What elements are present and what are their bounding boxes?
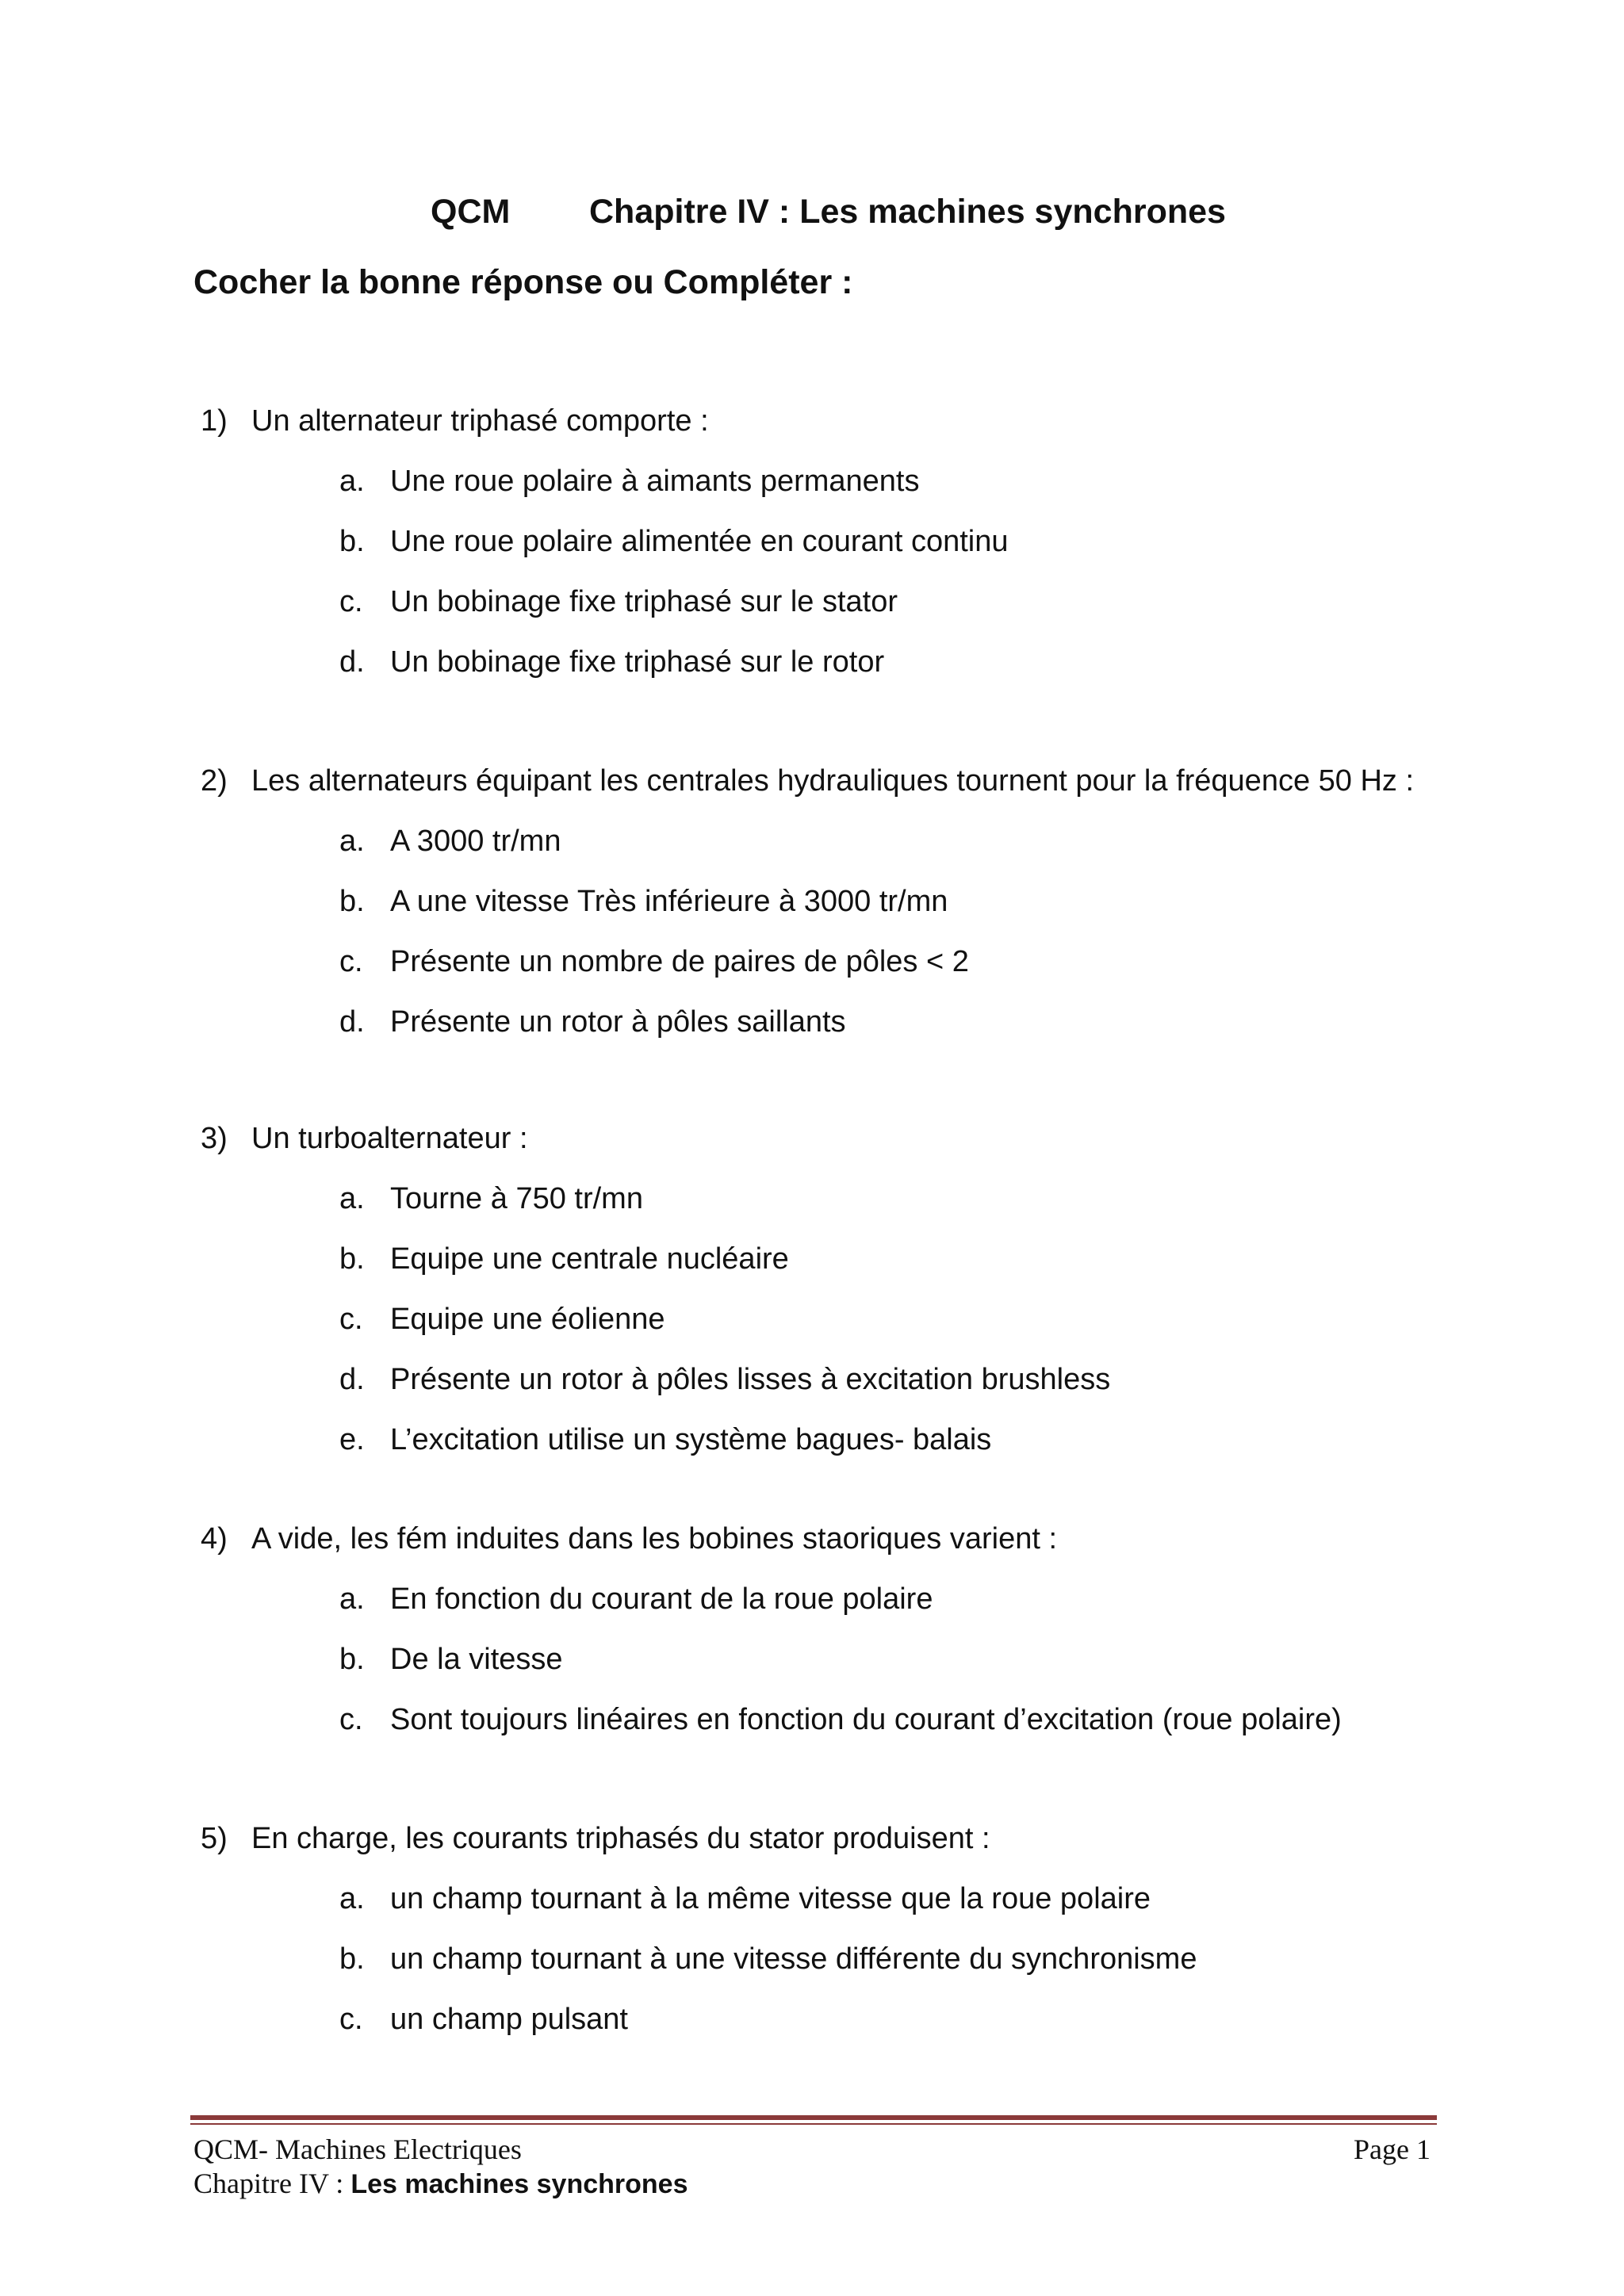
question-number: 2) xyxy=(201,764,228,798)
option-1b[interactable] xyxy=(0,525,1624,564)
option-text: Tourne à 750 tr/mn xyxy=(390,1182,643,1215)
title-chapter: Chapitre IV : Les machines synchrones xyxy=(589,193,1226,231)
option-2a[interactable] xyxy=(0,825,1624,864)
page-title xyxy=(0,193,1624,240)
option-letter: a. xyxy=(339,1882,365,1915)
option-5a[interactable] xyxy=(0,1882,1624,1922)
option-text: Equipe une centrale nucléaire xyxy=(390,1242,789,1276)
option-2b[interactable] xyxy=(0,885,1624,924)
option-1a[interactable] xyxy=(0,465,1624,504)
option-letter: b. xyxy=(339,1643,365,1676)
option-text: un champ tournant à la même vitesse que la roue polaire xyxy=(390,1882,1151,1915)
footer-rule-thin xyxy=(190,2123,1437,2125)
question-number: 3) xyxy=(201,1122,228,1155)
option-text: Présente un rotor à pôles saillants xyxy=(390,1005,846,1039)
option-2d[interactable] xyxy=(0,1005,1624,1045)
option-3c[interactable] xyxy=(0,1303,1624,1342)
option-text: Sont toujours linéaires en fonction du courant d’excitation (roue polaire) xyxy=(390,1703,1342,1736)
footer-chapter-name: Les machines synchrones xyxy=(350,2169,688,2199)
question-text: Un alternateur triphasé comporte : xyxy=(251,404,709,438)
footer-page-number: Page 1 xyxy=(1354,2133,1431,2165)
option-2c[interactable] xyxy=(0,945,1624,985)
option-5c[interactable] xyxy=(0,2003,1624,2042)
option-letter: b. xyxy=(339,1242,365,1276)
option-letter: e. xyxy=(339,1423,365,1456)
option-text: Equipe une éolienne xyxy=(390,1303,665,1336)
option-5b[interactable] xyxy=(0,1942,1624,1982)
option-letter: a. xyxy=(339,1582,365,1616)
option-letter: c. xyxy=(339,945,363,978)
option-text: A une vitesse Très inférieure à 3000 tr/mn xyxy=(390,885,948,918)
option-text: Une roue polaire alimentée en courant continu xyxy=(390,525,1009,558)
question-text: En charge, les courants triphasés du stator produisent : xyxy=(251,1822,990,1855)
option-4a[interactable] xyxy=(0,1582,1624,1622)
footer-course: QCM- Machines Electriques xyxy=(193,2133,522,2165)
footer-chapter-prefix: Chapitre IV : xyxy=(193,2168,351,2199)
option-letter: d. xyxy=(339,1005,365,1039)
option-text: un champ pulsant xyxy=(390,2003,628,2036)
option-1c[interactable] xyxy=(0,585,1624,625)
option-text: Une roue polaire à aimants permanents xyxy=(390,465,920,498)
option-letter: b. xyxy=(339,885,365,918)
option-letter: a. xyxy=(339,825,365,858)
option-letter: c. xyxy=(339,1303,363,1336)
option-text: De la vitesse xyxy=(390,1643,563,1676)
footer-rule-thick xyxy=(190,2115,1437,2120)
footer-chapter xyxy=(193,2167,688,2200)
option-text: Un bobinage fixe triphasé sur le rotor xyxy=(390,645,885,679)
option-text: L’excitation utilise un système bagues- balais xyxy=(390,1423,992,1456)
option-letter: b. xyxy=(339,525,365,558)
option-letter: b. xyxy=(339,1942,365,1976)
option-3a[interactable] xyxy=(0,1182,1624,1222)
question-text: Un turboalternateur : xyxy=(251,1122,528,1155)
option-3e[interactable] xyxy=(0,1423,1624,1463)
instruction-heading: Cocher la bonne réponse ou Compléter : xyxy=(193,263,853,301)
question-number: 4) xyxy=(201,1522,228,1556)
option-letter: d. xyxy=(339,645,365,679)
option-text: Un bobinage fixe triphasé sur le stator xyxy=(390,585,898,618)
option-3d[interactable] xyxy=(0,1363,1624,1402)
question-number: 5) xyxy=(201,1822,228,1855)
option-1d[interactable] xyxy=(0,645,1624,685)
option-3b[interactable] xyxy=(0,1242,1624,1282)
option-text: Présente un nombre de paires de pôles < 2 xyxy=(390,945,969,978)
option-4b[interactable] xyxy=(0,1643,1624,1682)
option-text: En fonction du courant de la roue polaire xyxy=(390,1582,933,1616)
option-letter: a. xyxy=(339,1182,365,1215)
option-letter: a. xyxy=(339,465,365,498)
option-text: Présente un rotor à pôles lisses à excitation brushless xyxy=(390,1363,1111,1396)
option-letter: d. xyxy=(339,1363,365,1396)
option-4c[interactable] xyxy=(0,1703,1624,1743)
option-letter: c. xyxy=(339,1703,363,1736)
question-text: A vide, les fém induites dans les bobines staoriques varient : xyxy=(251,1522,1058,1556)
question-number: 1) xyxy=(201,404,228,438)
title-qcm-label: QCM xyxy=(431,193,511,231)
question-text: Les alternateurs équipant les centrales hydrauliques tournent pour la fréquence 50 Hz : xyxy=(251,764,1415,798)
option-letter: c. xyxy=(339,2003,363,2036)
option-text: un champ tournant à une vitesse différente du synchronisme xyxy=(390,1942,1197,1976)
option-letter: c. xyxy=(339,585,363,618)
option-text: A 3000 tr/mn xyxy=(390,825,561,858)
